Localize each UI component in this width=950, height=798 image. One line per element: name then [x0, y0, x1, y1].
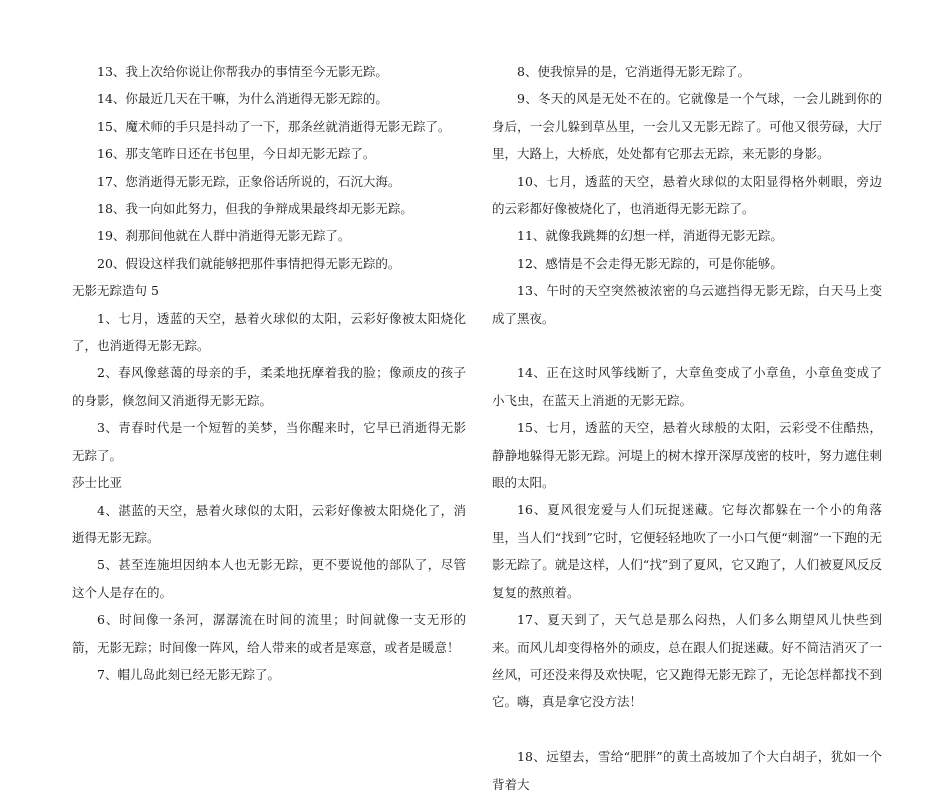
- paragraph: 1、七月，透蓝的天空，悬着火球似的太阳，云彩好像被太阳烧化了，也消逝得无影无踪。: [72, 310, 466, 354]
- paragraph: 3、青春时代是一个短暂的美梦，当你醒来时，它早已消逝得无影无踪了。: [72, 420, 466, 463]
- blank-line: [492, 332, 882, 359]
- paragraph: 13、我上次给你说让你帮我办的事情至今无影无踪。: [97, 64, 388, 79]
- paragraph: 6、时间像一条河，潺潺流在时间的流里；时间就像一支无形的箭，无影无踪；时间像一阵风，给人带来的或者是寒意，或者是暖意！: [72, 612, 466, 655]
- paragraph: 9、冬天的风是无处不在的。它就像是一个气球，一会儿跳到你的身后，一会儿躲到草丛里，一会儿又无影无踪了。可他又很劳碌，大厅里，大路上，大桥底，处处都有它那去无踪，来无影的身影。: [492, 91, 882, 162]
- paragraph: 2、春风像慈蔼的母亲的手，柔柔地抚摩着我的脸；像顽皮的孩子的身影，倏忽间又消逝得无影无踪。: [72, 365, 466, 408]
- paragraph: 8、使我惊异的是，它消逝得无影无踪了。: [517, 64, 750, 79]
- paragraph: 10、七月，透蓝的天空，悬着火球似的太阳显得格外刺眼，旁边的云彩都好像被烧化了，也消逝得无影无踪了。: [492, 173, 882, 217]
- paragraph: 16、那支笔昨日还在书包里，今日却无影无踪了。: [97, 146, 376, 162]
- paragraph: 20、假设这样我们就能够把那件事情把得无影无踪的。: [97, 255, 401, 271]
- paragraph: 19、刹那间他就在人群中消逝得无影无踪了。: [97, 228, 351, 244]
- paragraph: 12、感情是不会走得无影无踪的，可是你能够。: [517, 255, 783, 271]
- paragraph: 7、帽儿岛此刻已经无影无踪了。: [97, 666, 280, 682]
- paragraph: 11、就像我跳舞的幻想一样，消逝得无影无踪。: [517, 228, 783, 244]
- paragraph: 14、正在这时风筝线断了，大章鱼变成了小章鱼，小章鱼变成了小飞虫，在蓝天上消逝的无影无踪。: [492, 365, 882, 408]
- paragraph: 17、您消逝得无影无踪，正象俗话所说的，石沉大海。: [97, 173, 401, 189]
- paragraph: 4、湛蓝的天空，悬着火球似的太阳，云彩好像被太阳烧化了，消逝得无影无踪。: [72, 502, 466, 545]
- blank-line: [492, 716, 882, 743]
- paragraph: 14、你最近几天在干嘛，为什么消逝得无影无踪的。: [97, 91, 388, 107]
- section-heading: 莎士比亚: [72, 475, 123, 491]
- section-heading: 无影无踪造句 5: [72, 283, 159, 299]
- paragraph: 5、甚至连施坦因纳本人也无影无踪，更不要说他的部队了，尽管这个人是存在的。: [72, 557, 466, 600]
- paragraph: 18、我一向如此努力，但我的争辩成果最终却无影无踪。: [97, 201, 413, 217]
- paragraph: 15、魔术师的手只是抖动了一下，那条丝就消逝得无影无踪了。: [97, 118, 451, 134]
- left-column: [72, 58, 466, 688]
- paragraph: 16、夏风很宠爱与人们玩捉迷藏。它每次都躲在一个小的角落里，当人们“找到”它时，它便轻轻地吹了一小口气便“刺溜”一下跑的无影无踪了。就是这样，人们“找”到了夏风，它又跑了，人们被夏风反反复复的熬煎着。: [492, 502, 882, 600]
- paragraph: 13、午时的天空突然被浓密的乌云遮挡得无影无踪，白天马上变成了黑夜。: [492, 283, 882, 326]
- paragraph: 15、七月，透蓝的天空，悬着火球般的太阳，云彩受不住酷热，静静地躲得无影无踪。河堤上的树木撑开深厚茂密的枝叶，努力遮住刺眼的太阳。: [492, 420, 882, 491]
- paragraph: 18、远望去，雪给“肥胖”的黄土高坡加了个大白胡子，犹如一个背着大: [492, 749, 882, 792]
- right-column: [492, 58, 882, 798]
- paragraph: 17、夏天到了，天气总是那么闷热，人们多么期望风儿快些到来。而风儿却变得格外的顽皮，总在跟人们捉迷藏。好不简洁消灭了一丝风，可还没来得及欢快呢，它又跑得无影无踪了，无论怎样都找不到它。嗨，真是拿它没方法！: [492, 612, 882, 710]
